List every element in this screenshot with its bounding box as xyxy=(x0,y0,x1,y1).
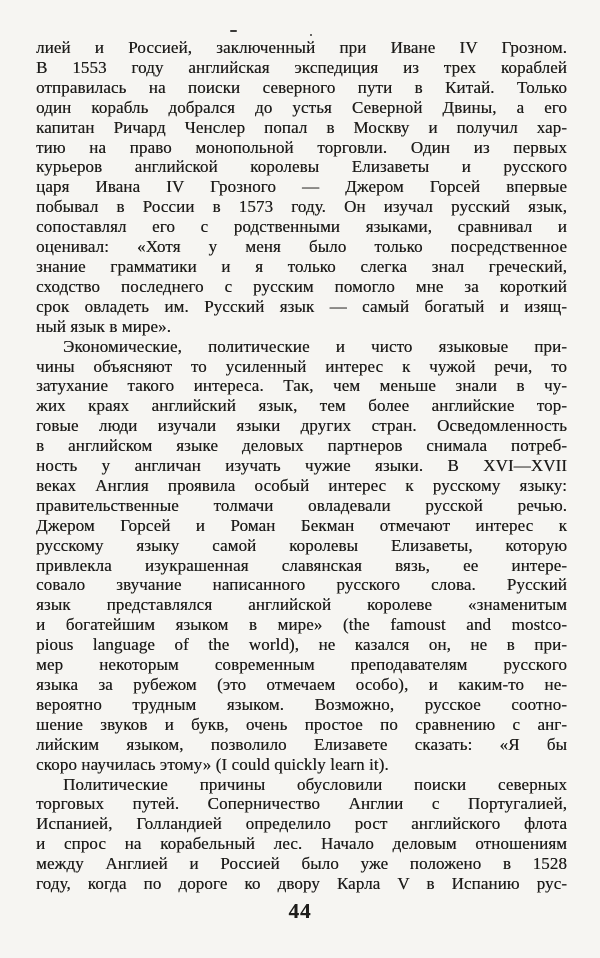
text-line: царя Ивана IV Грозного — Джером Горсей впервые xyxy=(36,177,567,197)
text-line: один корабль добрался до устья Северной Двины, а его xyxy=(36,97,567,117)
text-line: Испанией, Голландией определило рост английского флота xyxy=(36,814,567,834)
text-line: языка за рубежом (это отмечаем особо), и каким-то не- xyxy=(36,675,567,694)
text-line: совало звучание написанного русского слова. Русский xyxy=(36,575,567,595)
text-line: и богатейшим языком в мире» (the famoust and mostco- xyxy=(36,615,567,635)
scan-speck xyxy=(230,30,237,32)
text-line: Политические причины обусловили поиски северных xyxy=(63,774,567,794)
page-text xyxy=(36,38,567,894)
text-line: Джером Горсей и Роман Бекман отмечают интерес к xyxy=(36,515,567,535)
text-line: pious language of the world), не казался он, не в при- xyxy=(36,635,567,655)
paragraph xyxy=(36,38,567,337)
text-line: сопоставлял его с родственными языками, сравнивал и xyxy=(36,217,567,237)
text-line: лийским языком, позволило Елизавете сказать: «Я бы xyxy=(36,734,567,754)
text-line: веках Англия проявила особый интерес к русскому языку: xyxy=(36,475,567,495)
text-line: ность у англичан изучать чужие языки. В XVI—XVII xyxy=(36,456,567,476)
text-line: сходство последнего с русским помогло мне за короткий xyxy=(36,276,567,296)
text-line: между Англией и Россией было уже положено в 1528 xyxy=(36,854,567,874)
text-line: правительственные толмачи овладевали русской речью. xyxy=(36,495,567,515)
text-line: затухание такого интереса. Так, чем меньше знали в чу- xyxy=(36,376,567,396)
scan-speck xyxy=(310,34,312,36)
text-line: мер некоторым современным преподавателям русского xyxy=(36,655,567,675)
text-line: говые люди изучали языки других стран. Осведомленность xyxy=(36,416,567,436)
text-line: ный язык в мире». xyxy=(36,316,171,336)
paragraph xyxy=(36,775,567,894)
text-line: лией и Россией, заключенный при Иване IV Грозном. xyxy=(36,38,567,57)
text-line: язык представлялся английской королеве «знаменитым xyxy=(36,595,567,615)
text-line: году, когда по дороге ко двору Карла V в Испанию рус- xyxy=(36,874,567,894)
text-line: шение звуков и букв, очень простое по сравнению с анг- xyxy=(36,714,567,734)
text-line: курьеров английской королевы Елизаветы и русского xyxy=(36,157,567,177)
text-line: вероятно трудным языком. Возможно, русское соотно- xyxy=(36,694,567,714)
text-line: отправилась на поиски северного пути в Китай. Только xyxy=(36,77,567,97)
text-line: оценивал: «Хотя у меня было только посредственное xyxy=(36,237,567,257)
text-line: торговых путей. Соперничество Англии с Португалией, xyxy=(36,794,567,814)
text-line: тию на право монопольной торговли. Один из первых xyxy=(36,137,567,157)
text-line: русскому языку самой королевы Елизаветы, которую xyxy=(36,535,567,555)
page-number: 44 xyxy=(288,899,312,923)
text-line: побывал в России в 1573 году. Он изучал русский язык, xyxy=(36,197,567,217)
text-line: чины объясняют то усиленный интерес к чужой речи, то xyxy=(36,356,567,376)
text-line: знание грамматики и я только слегка знал греческий, xyxy=(36,256,567,276)
text-line: срок овладеть им. Русский язык — самый богатый и изящ- xyxy=(36,296,567,316)
text-line: капитан Ричард Ченслер попал в Москву и получил хар- xyxy=(36,117,567,137)
paragraph xyxy=(36,337,567,775)
text-line: В 1553 году английская экспедиция из трех кораблей xyxy=(36,57,567,77)
text-line: и спрос на корабельный лес. Начало деловым отношениям xyxy=(36,834,567,854)
text-line: привлекла изукрашенная славянская вязь, ее интере- xyxy=(36,555,567,575)
text-line: жих краях английский язык, тем более английские тор- xyxy=(36,396,567,416)
text-line: Экономические, политические и чисто языковые при- xyxy=(63,336,567,356)
text-line: в английском языке деловых партнеров снимала потреб- xyxy=(36,436,567,456)
text-line: скоро научилась этому» (I could quickly learn it). xyxy=(36,754,389,774)
